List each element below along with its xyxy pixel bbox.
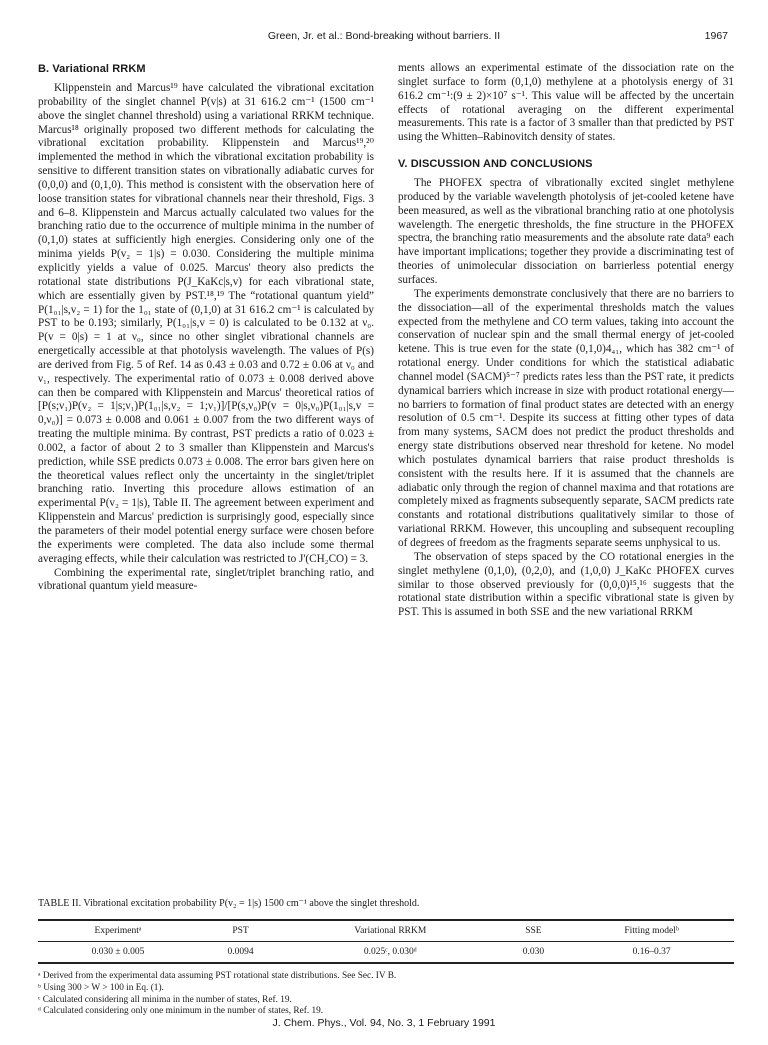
table-cell: 0.0094 bbox=[227, 947, 254, 957]
table-footnote: ᵃ Derived from the experimental data assuming PST rotational state distributions. See Sec. IV B. bbox=[38, 971, 397, 981]
table-ii bbox=[38, 898, 734, 1018]
paragraph: The observation of steps spaced by the CO rotational energies in the singlet methylene (0,1,0), (0,2,0), and (1,0,0) J_KaKc PHOFEX curves similar to those observed previously for (0,0,0)¹⁵,¹⁶ suggests that the rotational state distribution within a specific vibrational state is given by PST. This is assumed in both SSE and the new variational RRKM bbox=[398, 550, 734, 619]
table-cell: 0.030 bbox=[522, 947, 545, 957]
running-header bbox=[40, 30, 728, 48]
data-table bbox=[38, 919, 734, 964]
column-header: Fitting modelᵇ bbox=[624, 926, 679, 936]
section-heading-discussion: V. DISCUSSION AND CONCLUSIONS bbox=[398, 158, 593, 171]
paragraph: The experiments demonstrate conclusively that there are no barriers to the dissociation—all of the experimental thresholds match the values expected from the methylene and CO term values, taking into account the conservation of nuclear spin and the small thermal energy of jet-cooled ketene. This is true even for the state (0,1,0)4₄₁, which has 382 cm⁻¹ of rotational energy. Under conditions for which the statistical adiabatic channel model (SACM)⁵⁻⁷ predicts rates less than the PST rate, it predicts dynamical barriers which increase in size with product rotational energy—no barriers to formation of final product states are detected with an energy resolution of 0.5 cm⁻¹. Despite its success at fitting other types of data from many systems, SACM does not predict the product thresholds and energy state distributions observed near threshold for ketene. No model which postulates dynamical barriers that raise product thresholds is consistent with the results here. If it is assumed that the channels are adiabatic only through the region of channel maxima and that rotations are completely mixed as fragments subsequently separate, SACM predicts rate constants and rotational distributions qualitatively similar to those of variational RRKM. However, this uncoupling and subsequent recoupling of degrees of freedom as the fragments separate seems unphysical to us. bbox=[398, 287, 734, 549]
table-footnote: ᵇ Using 300 > W > 100 in Eq. (1). bbox=[38, 982, 164, 993]
table-cell: 0.030 ± 0.005 bbox=[91, 947, 145, 957]
paragraph-continuation: ments allows an experimental estimate of the dissociation rate on the singlet surface to form (0,1,0) methylene at a photolysis energy of 31 616.2 cm⁻¹:(9 ± 2)×10⁷ s⁻¹. This value will be affected by the uncertain effects of rotational averaging on the different experimental measurements. This rate is a factor of 3 smaller than that predicted by PST using the Whitten–Rabinovitch density of states. bbox=[398, 62, 734, 144]
paragraph: The PHOFEX spectra of vibrationally excited singlet methylene produced by the variable wavelength photolysis of jet-cooled ketene have been measured, as well as the vibrational branching ratio at one photolysis wavelength. The energetic thresholds, the fine structure in the PHOFEX spectra, the branching ratio measurements and the absolute rate data⁹ each have important implications; together they provide a discriminating test of theories of unimolecular dissociation on barrierless potential energy surfaces. bbox=[398, 177, 734, 286]
table-footnotes bbox=[38, 971, 734, 1018]
page-number: 1967 bbox=[704, 30, 728, 42]
table-header-row bbox=[38, 920, 734, 942]
section-heading-variational-rrkm: B. Variational RRKM bbox=[38, 63, 146, 75]
column-header: Experimentᵃ bbox=[94, 926, 142, 936]
left-column bbox=[38, 62, 374, 594]
column-header: PST bbox=[232, 926, 249, 936]
paragraph: Klippenstein and Marcus¹⁹ have calculated the vibrational excitation probability of the singlet channel P(v|s) at 31 616.2 cm⁻¹ (1500 cm⁻¹ above the singlet channel threshold) using a variational RRKM technique. Marcus¹⁸ originally proposed two different methods for calculating the vibrational excitation probability. Klippenstein and Marcus¹⁹,²⁰ implemented the method in which the vibrational excitation probability is sensitive to different transition states on vibrationally adiabatic curves for (0,0,0) and (0,1,0). This method is consistent with the observation here of loose transition states for vibrational channels near their threshold, Figs. 3 and 6–8. Klippenstein and Marcus actually calculated two values for the branching ratio due to the occurrence of multiple minima in the number of (0,1,0) states at sufficiently high energies. Considering only one of the minima yields P(v₂ = 1|s) = 0.030. Considering the multiple minima explicitly yields a value of 0.025. Marcus' theory also predicts the rotational state distributions P(J_KaKc|s,v) for each vibrational state, which are essentially given by PST.¹⁸,¹⁹ The “rotational quantum yield” P(1₀₁|s,v₂ = 1) for the 1₀₁ state of (0,1,0) at 31 616.2 cm⁻¹ is calculated by PST to be 0.193; similarly, P(1₀₁|s,v = 0) is calculated to be 0.132 at ν₀. P(v = 0|s) = 1 at ν₀, since no other singlet vibrational channels are energetically accessible at that photolysis wavelength. The values of P(s) are derived from Fig. 5 of Ref. 14 as 0.43 ± 0.03 and 0.72 ± 0.06 at ν₀ and ν₁, respectively. The experimental ratio of 0.073 ± 0.008 derived above can then be compared with Klippenstein and Marcus' theoretical ratios of [P(s;ν₁)P(v₂ = 1|s;ν₁)P(1₀₁|s,v₂ = 1;ν₁)]/[P(s,ν₀)P(v = 0|s,ν₀)P(1₀₁|s,v = 0,ν₀)] = 0.073 ± 0.008 and 0.061 ± 0.007 from the two different ways of treating the multiple minima. By contrast, PST predicts a ratio of 0.023 ± 0.002, a factor of about 2 to 3 smaller than Klippenstein and Marcus's prediction, while SSE predicts 0.073 ± 0.008. The error bars given here on the theoretical values reflect only the uncertainty in the singlet/triplet branching ratio. Inverting this procedure allows estimation of an experimental P(v₂ = 1|s), Table II. The agreement between experiment and Klippenstein and Marcus' prediction is surprisingly good, especially since the parameters of their model potential energy surface were chosen before the experiments were completed. The data also include some thermal averaging effects, while their calculation was restricted to J'(CH₂CO) = 3. bbox=[38, 82, 374, 565]
paragraph: Combining the experimental rate, singlet/triplet branching ratio, and vibrational quantum yield measure- bbox=[38, 566, 374, 593]
table-cell: 0.025ᶜ, 0.030ᵈ bbox=[363, 947, 417, 957]
column-header: Variational RRKM bbox=[354, 926, 427, 936]
column-header: SSE bbox=[525, 926, 542, 936]
journal-footer: J. Chem. Phys., Vol. 94, No. 3, 1 February 1991 bbox=[272, 1017, 496, 1029]
table-footnote: ᵈ Calculated considering only one minimum in the number of states, Ref. 19. bbox=[38, 1006, 324, 1017]
table-footnote: ᶜ Calculated considering all minima in the number of states, Ref. 19. bbox=[38, 994, 292, 1005]
running-title: Green, Jr. et al.: Bond-breaking without barriers. II bbox=[267, 30, 501, 42]
table-caption: TABLE II. Vibrational excitation probability P(v₂ = 1|s) 1500 cm⁻¹ above the singlet threshold. bbox=[38, 898, 420, 909]
table-row bbox=[38, 942, 734, 964]
table-cell: 0.16–0.37 bbox=[632, 947, 671, 957]
right-column bbox=[398, 62, 734, 620]
